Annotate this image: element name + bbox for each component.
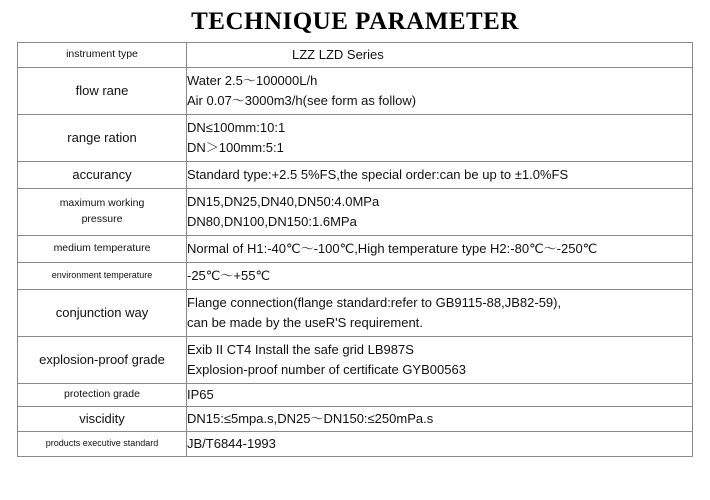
row-label-viscidity: viscidity: [18, 407, 187, 432]
table-row: [18, 162, 693, 189]
value-line: DN15:≤5mpa.s,DN25～DN150:≤250mPa.s: [187, 410, 434, 426]
table-row: [18, 68, 693, 115]
value-line: DN15,DN25,DN40,DN50:4.0MPa: [187, 193, 380, 209]
row-value-maximum-working-pressure: [187, 189, 693, 236]
row-label-range-ration: range ration: [18, 115, 187, 162]
value-line: DN＞100mm:5:1: [187, 140, 284, 155]
technique-parameter-table: [17, 42, 693, 457]
value-line: can be made by the useR'S requirement.: [187, 315, 423, 330]
value-line: DN80,DN100,DN150:1.6MPa: [187, 214, 357, 229]
value-line: DN≤100mm:10:1: [187, 119, 286, 135]
label-line: pressure: [81, 213, 123, 225]
table-body: [18, 43, 693, 457]
table-row: [18, 236, 693, 263]
value-line: -25℃～+55℃: [187, 267, 271, 283]
row-value-accurancy: [187, 162, 693, 189]
value-line: Flange connection(flange standard:refer to GB9115-88,JB82-59),: [187, 294, 562, 310]
table-row: [18, 189, 693, 236]
table-row: [18, 407, 693, 432]
value-line: Air 0.07～3000m3/h(see form as follow): [187, 93, 417, 108]
table-row: [18, 115, 693, 162]
row-value-products-executive-standard: [187, 432, 693, 457]
row-label-protection-grade: protection grade: [18, 384, 187, 407]
row-value-protection-grade: [187, 384, 693, 407]
row-value-flow-rane: [187, 68, 693, 115]
row-value-environment-temperature: [187, 263, 693, 290]
table-row: [18, 384, 693, 407]
row-label-conjunction-way: conjunction way: [18, 290, 187, 337]
value-line: LZZ LZD Series: [292, 46, 384, 62]
value-line: Standard type:+2.5 5%FS,the special order:can be up to ±1.0%FS: [187, 166, 569, 182]
table-row: [18, 43, 693, 68]
row-value-instrument-type: [187, 43, 693, 68]
page-title: TECHNIQUE PARAMETER: [191, 8, 519, 35]
value-line: Explosion-proof number of certificate GYB00563: [187, 362, 466, 377]
row-value-range-ration: [187, 115, 693, 162]
value-line: IP65: [187, 386, 214, 402]
value-line: Exib II CT4 Install the safe grid LB987S: [187, 341, 414, 357]
label-line: maximum working: [59, 197, 145, 210]
row-label-instrument-type: instrument type: [18, 43, 187, 68]
row-label-maximum-working-pressure: [18, 189, 187, 236]
row-value-viscidity: [187, 407, 693, 432]
value-line: Water 2.5～100000L/h: [187, 72, 318, 88]
table-row: [18, 432, 693, 457]
row-label-flow-rane: flow rane: [18, 68, 187, 115]
row-label-environment-temperature: environment temperature: [18, 263, 187, 290]
row-value-medium-temperature: [187, 236, 693, 263]
row-label-accurancy: accurancy: [18, 162, 187, 189]
value-line: Normal of H1:-40℃～-100℃,High temperature type H2:-80℃～-250℃: [187, 240, 598, 256]
row-value-conjunction-way: [187, 290, 693, 337]
table-row: [18, 290, 693, 337]
value-line: JB/T6844-1993: [187, 435, 276, 451]
table-row: [18, 337, 693, 384]
row-value-explosion-proof-grade: [187, 337, 693, 384]
row-label-products-executive-standard: products executive standard: [18, 432, 187, 457]
row-label-explosion-proof-grade: explosion-proof grade: [18, 337, 187, 384]
row-label-medium-temperature: medium temperature: [18, 236, 187, 263]
table-row: [18, 263, 693, 290]
